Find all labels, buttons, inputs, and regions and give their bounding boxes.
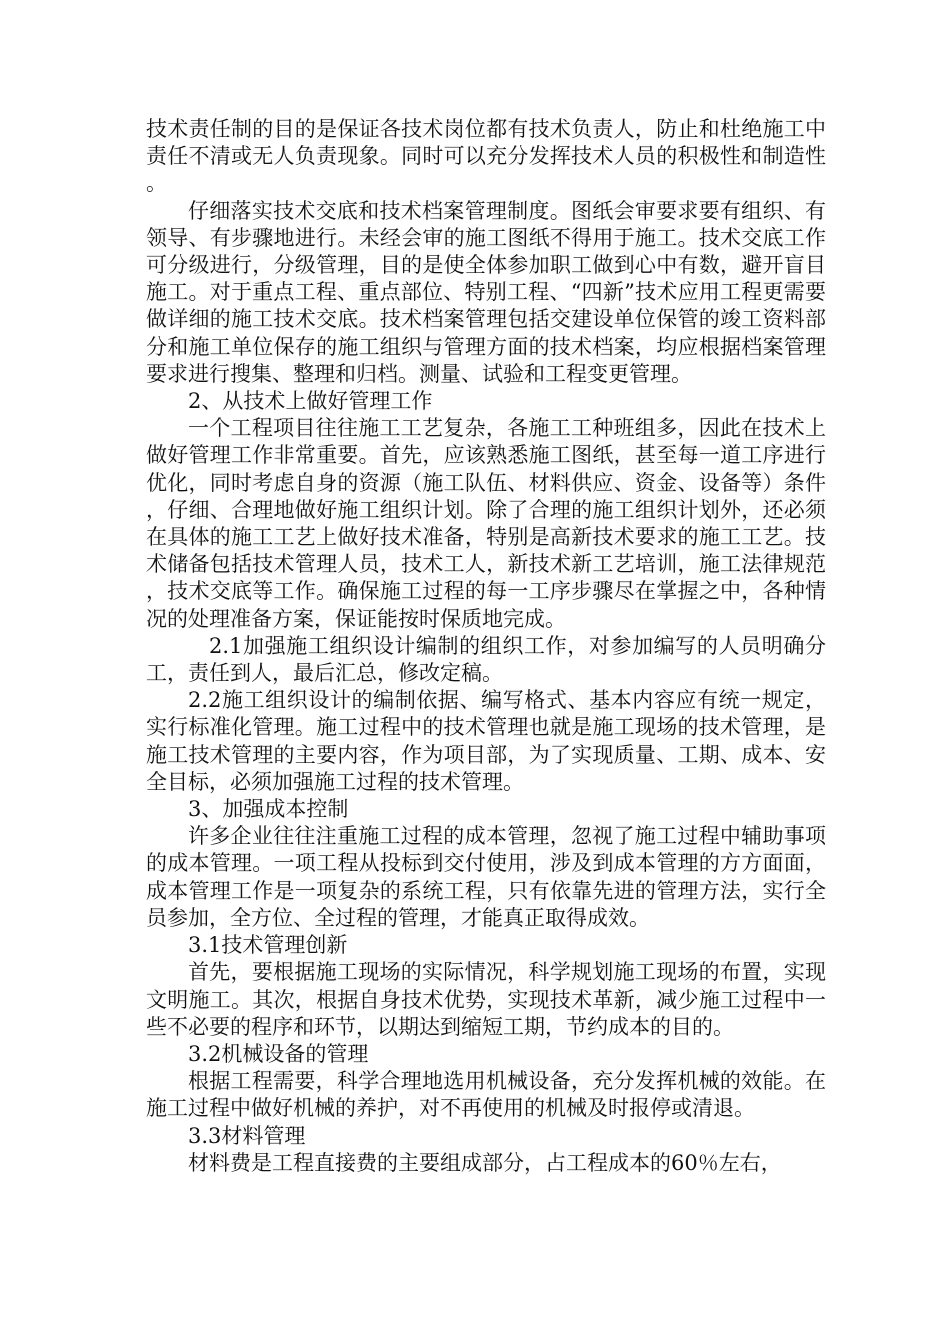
paragraph-4: 许多企业往往注重施工过程的成本管理，忽视了施工过程中辅助事项的成本管理。一项工程从投标到交付使用，涉及到成本管理的方方面面，成本管理工作是一项复杂的系统工程，只有依靠先进的管理方法，实行全员参加，全方位、全过程的管理，才能真正取得成效。 — [146, 824, 826, 930]
paragraph-3-3: 材料费是工程直接费的主要组成部分，占工程成本的60％左右， — [188, 1150, 782, 1175]
subsection-heading-3-2: 3.2机械设备的管理 — [188, 1041, 369, 1066]
paragraph-3: 一个工程项目往往施工工艺复杂，各施工工种班组多，因此在技术上做好管理工作非常重要。首先，应该熟悉施工图纸，甚至每一道工序进行优化，同时考虑自身的资源（施工队伍、材料供应、资金、设备等）条件，仔细、合理地做好施工组织计划。除了合理的施工组织计划外，还必须在具体的施工工艺上做好技术准备，特别是高新技术要求的施工工艺。技术储备包括技术管理人员，技术工人，新技术新工艺培训，施工法律规范，技术交底等工作。确保施工过程的每一工序步骤尽在掌握之中，各种情况的处理准备方案，保证能按时保质地完成。 — [146, 416, 826, 631]
paragraph-3-2: 根据工程需要，科学合理地选用机械设备，充分发挥机械的效能。在施工过程中做好机械的养护，对不再使用的机械及时报停或清退。 — [146, 1069, 826, 1121]
section-heading-3: 3、加强成本控制 — [188, 797, 349, 822]
subsection-heading-3-1: 3.1技术管理创新 — [188, 933, 348, 958]
paragraph-1: 技术责任制的目的是保证各技术岗位都有技术负责人，防止和杜绝施工中责任不清或无人负责现象。同时可以充分发挥技术人员的积极性和制造性。 — [146, 117, 826, 196]
paragraph-2: 仔细落实技术交底和技术档案管理制度。图纸会审要求要有组织、有领导、有步骤地进行。未经会审的施工图纸不得用于施工。技术交底工作可分级进行，分级管理，目的是使全体参加职工做到心中有数，避开盲目施工。对于重点工程、重点部位、特别工程、“四新”技术应用工程更需要做详细的施工技术交底。技术档案管理包括交建设单位保管的竣工资料部分和施工单位保存的施工组织与管理方面的技术档案，均应根据档案管理要求进行搜集、整理和归档。测量、试验和工程变更管理。 — [146, 198, 826, 386]
section-heading-2: 2、从技术上做好管理工作 — [188, 389, 433, 414]
paragraph-3-1: 首先，要根据施工现场的实际情况，科学规划施工现场的布置，实现文明施工。其次，根据自身技术优势，实现技术革新，减少施工过程中一些不必要的程序和环节，以期达到缩短工期，节约成本的目的。 — [146, 960, 826, 1039]
paragraph-2-1: 2.1加强施工组织设计编制的组织工作，对参加编写的人员明确分工，责任到人，最后汇总，修改定稿。 — [146, 633, 826, 686]
subsection-heading-3-3: 3.3材料管理 — [188, 1123, 306, 1148]
paragraph-2-2: 2.2施工组织设计的编制依据、编写格式、基本内容应有统一规定，实行标准化管理。施工过程中的技术管理也就是施工现场的技术管理，是施工技术管理的主要内容，作为项目部，为了实现质量、工期、成本、安全目标，必须加强施工过程的技术管理。 — [146, 688, 826, 794]
document-page — [146, 116, 826, 1177]
